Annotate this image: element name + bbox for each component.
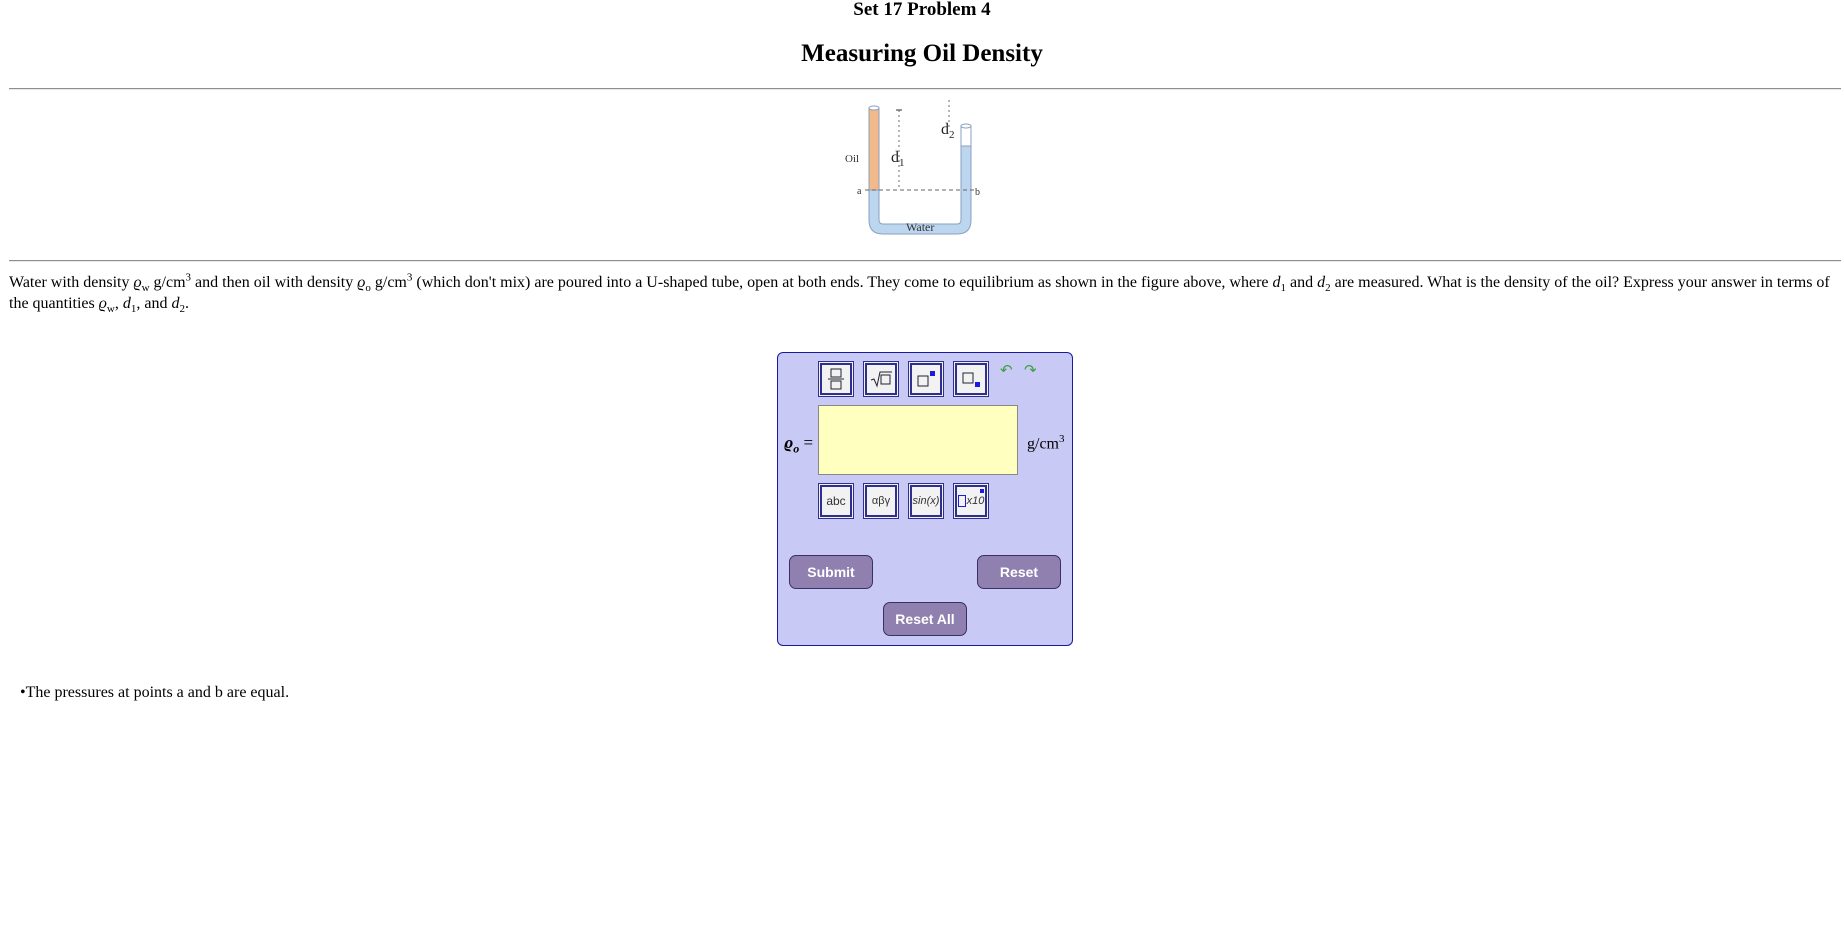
sqrt-button[interactable]: [863, 361, 899, 397]
water-label: Water: [906, 220, 935, 234]
palette-sci-notation-button[interactable]: [953, 483, 989, 519]
b-label: b: [975, 187, 980, 198]
d2-label: $d_2$: [941, 121, 955, 141]
submit-button[interactable]: Submit: [789, 555, 873, 589]
tube-left-oil: [869, 108, 879, 190]
d1-label: $d_1$: [891, 149, 905, 169]
reset-button[interactable]: Reset: [977, 555, 1061, 589]
palette-functions-button[interactable]: [908, 483, 944, 519]
problem-statement: Water with density $ϱ_w$ $g/cm^3$ and then oil with density $ϱ_o$ $g/cm^3$ (which don't mix) are poured into a U-shaped tube, open at both ends. They come to equilibrium as shown in the figure above, where $d_1$ and $d_2$ are measured. What is the density of the oil? Express your answer in terms of the quantities $ϱ_w$, $d_1$, and $d_2$.: [9, 271, 1830, 316]
answer-panel: [777, 352, 1073, 646]
palette-sci-label: x10: [966, 495, 985, 507]
subscript-button[interactable]: [953, 361, 989, 397]
hint-text: •The pressures at points a and b are equal.: [20, 684, 290, 701]
sqrt-icon: [869, 369, 893, 389]
a-label: a: [857, 186, 862, 197]
answer-input[interactable]: [818, 405, 1018, 475]
superscript-icon: [914, 369, 938, 389]
answer-variable-label: $ϱ_o$ =: [784, 433, 814, 456]
tube-right-top: [961, 124, 971, 128]
reset-all-button[interactable]: Reset All: [883, 602, 967, 636]
superscript-button[interactable]: [908, 361, 944, 397]
redo-icon[interactable]: ↷: [1024, 361, 1037, 379]
fraction-icon: [826, 367, 846, 391]
exponent-square-icon: [980, 489, 984, 493]
palette-functions-label: sin(x): [912, 495, 940, 507]
answer-units: $g/cm^3$: [1027, 433, 1065, 453]
oil-label: Oil: [845, 153, 860, 165]
fraction-button[interactable]: [818, 361, 854, 397]
placeholder-box-icon: [958, 495, 966, 507]
tube-left-top: [869, 106, 879, 110]
palette-abc-button[interactable]: [818, 483, 854, 519]
palette-greek-label: αβγ: [871, 495, 891, 507]
palette-abc-label: abc: [826, 494, 846, 508]
subscript-icon: [959, 369, 983, 389]
divider-top: [9, 88, 1841, 90]
set-title: Set 17 Problem 4: [853, 0, 991, 20]
u-tube-figure: [845, 100, 1005, 240]
divider-bottom: [9, 260, 1841, 262]
page-title: Measuring Oil Density: [801, 40, 1043, 67]
tube-right-empty: [961, 126, 971, 146]
palette-greek-button[interactable]: [863, 483, 899, 519]
undo-icon[interactable]: ↶: [1000, 361, 1013, 379]
